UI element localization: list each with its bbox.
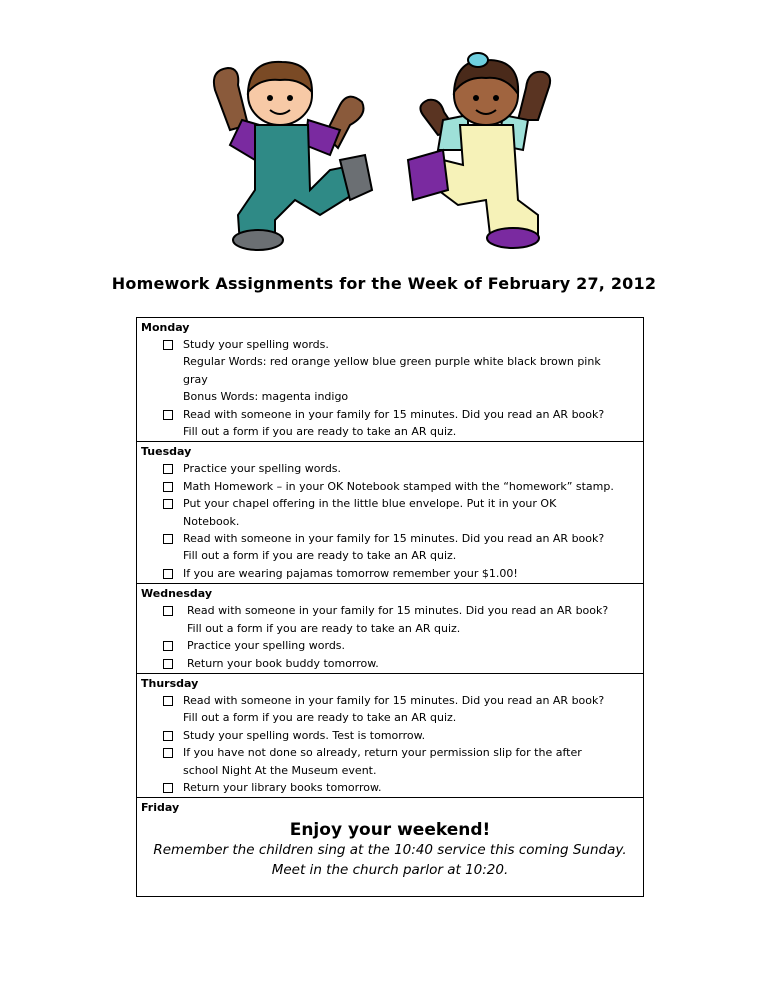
- checklist-item: Practice your spelling words.: [141, 637, 639, 654]
- checkbox[interactable]: [163, 606, 173, 616]
- day-friday: [137, 797, 643, 896]
- checklist-item: Read with someone in your family for 15 minutes. Did you read an AR book? Fill out a form if you are ready to take an AR quiz.: [141, 530, 639, 565]
- assignments-table: [136, 317, 644, 897]
- checklist-item: Study your spelling words. Test is tomorrow.: [141, 727, 639, 744]
- checkbox[interactable]: [163, 641, 173, 651]
- checkbox[interactable]: [163, 659, 173, 669]
- checkbox[interactable]: [163, 482, 173, 492]
- day-wednesday: [137, 583, 643, 673]
- checklist-item: Return your book buddy tomorrow.: [141, 655, 639, 672]
- checkbox[interactable]: [163, 748, 173, 758]
- checkbox[interactable]: [163, 534, 173, 544]
- day-name: Tuesday: [141, 445, 192, 459]
- day-thursday: [137, 673, 643, 797]
- checkbox[interactable]: [163, 464, 173, 474]
- girl-clipart: [398, 50, 568, 255]
- boy-clipart: [200, 50, 380, 255]
- friday-note-2: Meet in the church parlor at 10:20.: [271, 862, 509, 879]
- day-name: Thursday: [141, 676, 199, 690]
- friday-headline: Enjoy your weekend!: [289, 820, 491, 841]
- checklist-item: Return your library books tomorrow.: [141, 779, 639, 796]
- checkbox[interactable]: [163, 410, 173, 420]
- friday-note-1: Remember the children sing at the 10:40 service this coming Sunday.: [153, 842, 627, 859]
- day-name: Wednesday: [141, 587, 213, 601]
- checkbox[interactable]: [163, 340, 173, 350]
- checklist-item: Study your spelling words. Regular Words: red orange yellow blue green purple white black brown pink gray Bonus Words: magenta indigo: [141, 336, 639, 406]
- checklist-item: Practice your spelling words.: [141, 460, 639, 477]
- day-name: Friday: [141, 801, 180, 815]
- checklist-item: Read with someone in your family for 15 minutes. Did you read an AR book? Fill out a form if you are ready to take an AR quiz.: [141, 406, 639, 441]
- checkbox[interactable]: [163, 731, 173, 741]
- day-tuesday: [137, 441, 643, 583]
- checkbox[interactable]: [163, 499, 173, 509]
- checkbox[interactable]: [163, 696, 173, 706]
- day-monday: [137, 318, 643, 441]
- checkbox[interactable]: [163, 783, 173, 793]
- checklist-item: Read with someone in your family for 15 minutes. Did you read an AR book? Fill out a form if you are ready to take an AR quiz.: [141, 692, 639, 727]
- checklist-item: If you are wearing pajamas tomorrow remember your $1.00!: [141, 565, 639, 582]
- checkbox[interactable]: [163, 569, 173, 579]
- checklist-item: Put your chapel offering in the little blue envelope. Put it in your OK Notebook.: [141, 495, 639, 530]
- checklist-item: If you have not done so already, return your permission slip for the after school Night At the Museum event.: [141, 744, 639, 779]
- day-name: Monday: [141, 321, 190, 334]
- checklist-item: Math Homework – in your OK Notebook stamped with the “homework” stamp.: [141, 478, 639, 495]
- page-title: Homework Assignments for the Week of February 27, 2012: [111, 274, 657, 293]
- checklist-item: Read with someone in your family for 15 minutes. Did you read an AR book? Fill out a form if you are ready to take an AR quiz.: [141, 602, 639, 637]
